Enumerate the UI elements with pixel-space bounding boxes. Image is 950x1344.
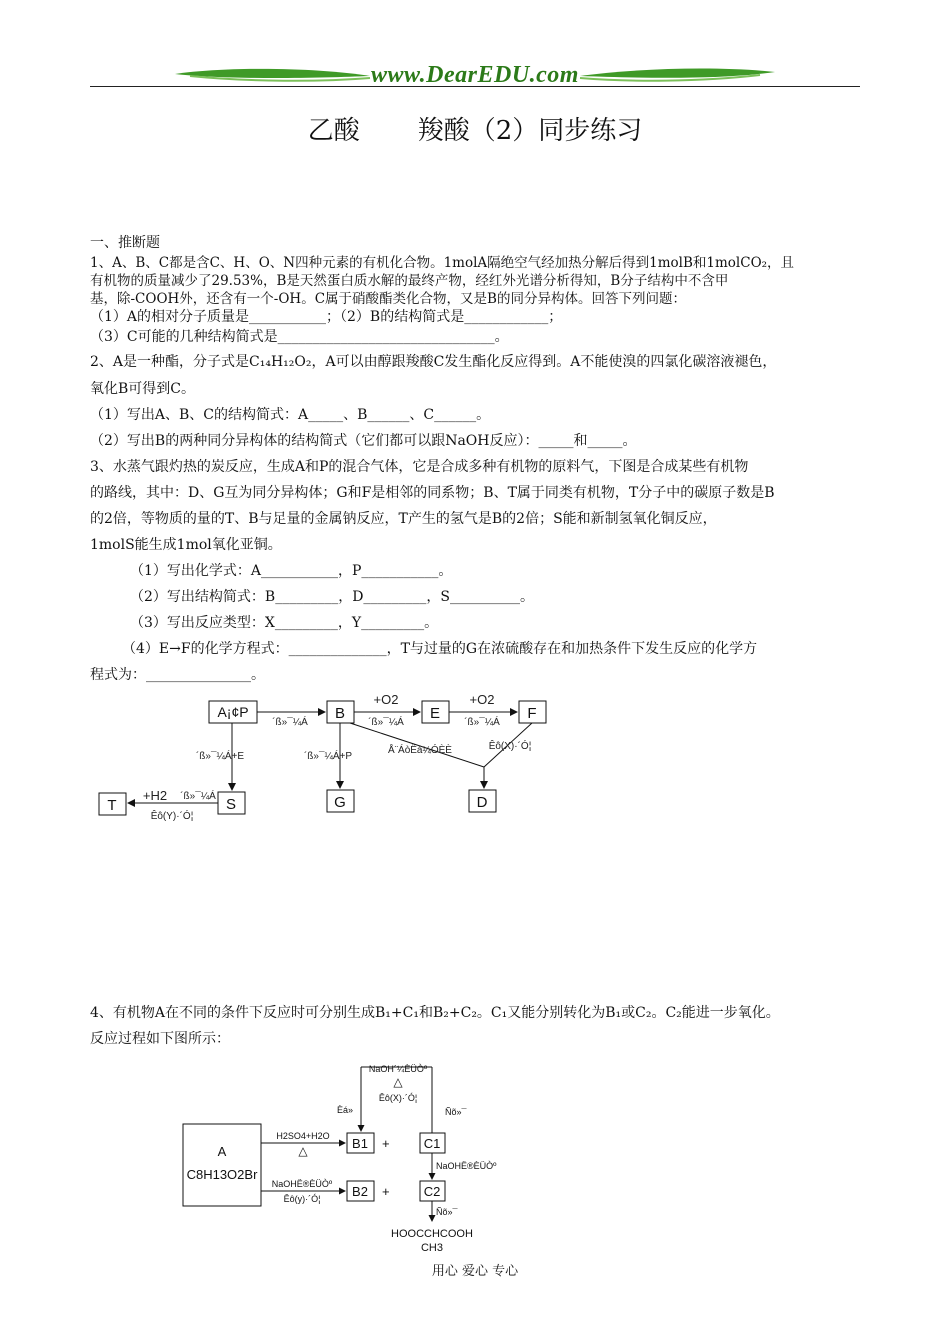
q1-line-4: （1）A的相对分子质量是___________；（2）B的结构简式是____________； — [90, 309, 563, 325]
label-react-y: Êô(y)·´Ó¦ — [283, 1194, 321, 1204]
header-rule — [90, 86, 860, 87]
label-c2: C2 — [423, 1184, 441, 1199]
label-ea: Èá» — [336, 1105, 354, 1115]
label-naoh-b2: NaOHË®ÈÜÒº — [271, 1179, 333, 1189]
q3-sub-1: （1）写出化学式：A___________，P___________。 — [130, 563, 453, 579]
triangle-heat-2: △ — [393, 1075, 403, 1089]
title-part1: 乙酸 — [307, 116, 360, 146]
label-box-f: F — [527, 705, 537, 722]
label-c1: C1 — [423, 1136, 441, 1151]
q2-line-3: （1）写出A、B、C的结构简式：A_____、B______、C______。 — [90, 407, 491, 423]
label-h2so4: H2SO4+H2O — [276, 1131, 330, 1141]
plus-2: + — [382, 1184, 390, 1199]
label-react-x: Êô(X)·´Ó¦ — [378, 1093, 418, 1103]
q3-sub-5: 程式为：_______________。 — [90, 667, 265, 683]
q3-sub-3: （3）写出反应类型：X_________，Y_________。 — [130, 615, 439, 631]
label-b-g: ´ß»¯¼Á+P — [303, 751, 353, 762]
q3-line-3: 的2倍，等物质的量的T、B与足量的金属钠反应，T产生的氢气是B的2倍；S能和新制氢氧化铜反应， — [90, 511, 717, 527]
label-box-e: E — [429, 705, 441, 722]
label-box-g: G — [334, 794, 346, 811]
product-methyl: CH3 — [420, 1242, 444, 1254]
box-a-label: A — [217, 1144, 227, 1159]
logo-text: www.DearEDU.com — [371, 62, 579, 88]
q1-line-5: （3）C可能的几种结构简式是_______________________________。 — [90, 329, 509, 345]
plus-1: + — [382, 1136, 390, 1151]
q3-sub-2: （2）写出结构简式：B_________，D_________，S__________。 — [130, 589, 535, 605]
triangle-heat-1: △ — [298, 1144, 308, 1158]
label-f-d: Êô(X)·´Ó¦ — [488, 741, 532, 752]
label-b-e: ´ß»¯¼Á — [368, 717, 404, 728]
box-a-formula: C8H13O2Br — [186, 1167, 258, 1182]
label-oxid-2: Ñõ»¯ — [436, 1207, 458, 1217]
label-box-b: B — [334, 705, 346, 722]
q2-line-4: （2）写出B的两种同分异构体的结构简式（它们都可以跟NaOH反应）：_____和_____。 — [90, 433, 637, 449]
q3-line-1: 3、水蒸气跟灼热的炭反应，生成A和P的混合气体，它是合成多种有机物的原料气，下图是合成某些有机物 — [90, 459, 749, 475]
label-e-f: ´ß»¯¼Á — [464, 717, 500, 728]
label-b1: B1 — [352, 1136, 368, 1151]
label-box-d: D — [476, 794, 488, 811]
q1-line-3: 基，除-COOH外，还含有一个-OH。C属于硝酸酯类化合物，又是B的同分异构体。回答下列问题： — [90, 291, 686, 307]
box-a — [183, 1124, 261, 1206]
label-naoh-c1c2: NaOHË®ÈÜÒº — [436, 1161, 497, 1171]
q2-line-1: 2、A是一种酯，分子式是C₁₄H₁₂O₂，A可以由醇跟羧酸C发生酯化反应得到。A不能使溴的四氯化碳溶液褪色， — [90, 354, 777, 370]
q3-line-4: 1molS能生成1mol氧化亚铜。 — [90, 537, 282, 553]
q3-line-2: 的路线，其中：D、G互为同分异构体；G和F是相邻的同系物；B、T属于同类有机物，T分子中的碳原子数是B — [90, 485, 775, 501]
q3-sub-4: （4）E→F的化学方程式：______________，T与过量的G在浓硫酸存在和加热条件下发生反应的化学方 — [122, 641, 758, 657]
label-b2: B2 — [352, 1184, 368, 1199]
label-o2-first: +O2 — [373, 692, 399, 707]
label-s-t-type: Êô(Y)·´Ó¦ — [150, 811, 194, 822]
label-s-t: ´ß»¯¼Á — [180, 791, 216, 802]
q1-line-2: 有机物的质量减少了29.53%，B是天然蛋白质水解的最终产物，经红外光谱分析得知，B分子结构中不含甲 — [90, 273, 729, 289]
label-oxid-1: Ñõ»¯ — [445, 1107, 467, 1117]
q4-reaction-diagram — [170, 1055, 550, 1255]
page-title — [0, 116, 950, 146]
label-box-t: T — [107, 797, 117, 814]
page-footer: 用心 爱心 专心 — [431, 1264, 519, 1279]
label-box-s: S — [225, 796, 237, 813]
section-heading: 一、推断题 — [90, 235, 160, 251]
label-ap-b: ´ß»¯¼Á — [272, 717, 308, 728]
label-ap-s: ´ß»¯¼Á+E — [195, 751, 245, 762]
q1-line-1: 1、A、B、C都是含C、H、O、N四种元素的有机化合物。1molA隔绝空气经加热分解后得到1molB和1molCO₂，且 — [90, 255, 795, 271]
label-h2: +H2 — [142, 788, 168, 803]
label-box-ap: A¡¢P — [217, 704, 249, 720]
label-naoh-top: NaOH´¼ÈÜÒº — [368, 1064, 428, 1074]
label-b-d: Å¨ÁòËá¼ÓÈÈ — [388, 745, 452, 756]
q2-line-2: 氧化B可得到C。 — [90, 381, 195, 397]
q3-reaction-diagram — [80, 685, 580, 825]
product-main: HOOCCHCOOH — [391, 1228, 473, 1240]
q4-line-1: 4、有机物A在不同的条件下反应时可分别生成B₁+C₁和B₂+C₂。C₁又能分别转化为B₁或C₂。C₂能进一步氧化。 — [90, 1005, 780, 1021]
title-part2: 羧酸（2）同步练习 — [417, 116, 643, 146]
q4-line-2: 反应过程如下图所示： — [90, 1031, 230, 1047]
label-o2-second: +O2 — [469, 692, 495, 707]
